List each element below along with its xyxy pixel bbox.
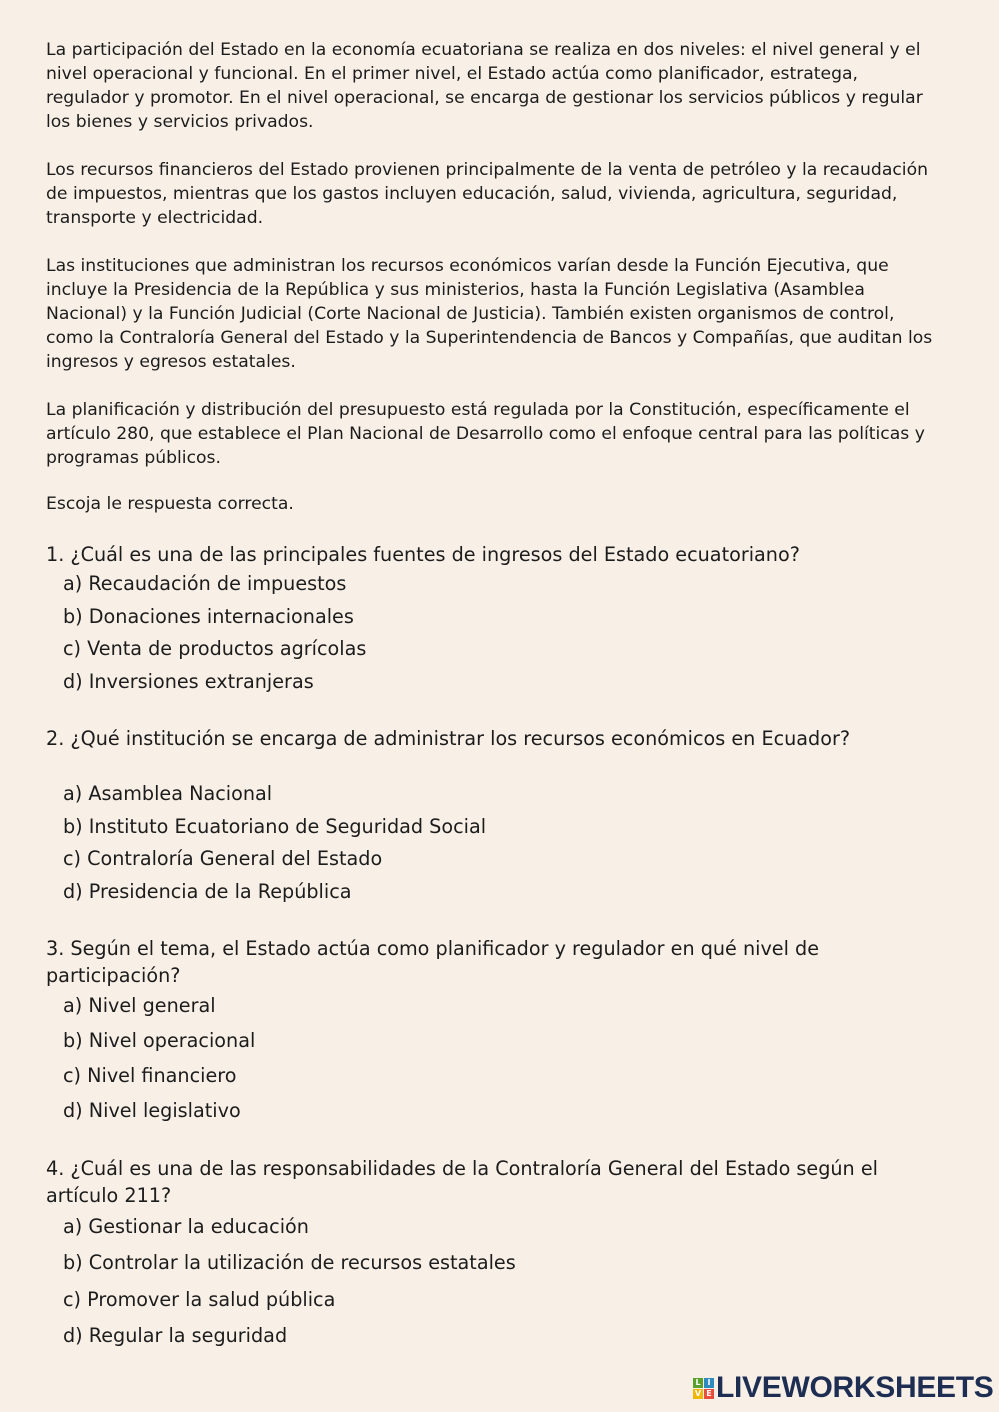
question-3-title: 3. Según el tema, el Estado actúa como planificador y regulador en qué nivel de participación? [46, 937, 820, 987]
question-2-option-c[interactable]: c) Contraloría General del Estado [63, 847, 383, 870]
question-1-option-b[interactable]: b) Donaciones internacionales [63, 605, 354, 628]
question-3-option-b[interactable]: b) Nivel operacional [63, 1029, 256, 1052]
question-1-option-d[interactable]: d) Inversiones extranjeras [63, 670, 314, 693]
question-4-option-d[interactable]: d) Regular la seguridad [63, 1324, 288, 1347]
intro-paragraph-3: Las instituciones que administran los recursos económicos varían desde la Función Ejecutiva, que incluye la Presidencia de la República y sus ministerios, hasta la Función Legislativa (Asamblea Nacional) y la Función Judicial (Corte Nacional de Justicia). También existen organismos de control, como la Contraloría General del Estado y la Superintendencia de Bancos y Compañías, que auditan los ingresos y egresos estatales. [46, 256, 933, 372]
question-1-option-c[interactable]: c) Venta de productos agrícolas [63, 637, 367, 660]
logo-text: LIVEWORKSHEETS [716, 1371, 994, 1404]
intro-paragraph-4: La planificación y distribución del presupuesto está regulada por la Constitución, específicamente el artículo 280, que establece el Plan Nacional de Desarrollo como el enfoque central para las políticas y programas públicos. [46, 400, 925, 468]
question-4-option-b[interactable]: b) Controlar la utilización de recursos estatales [63, 1251, 516, 1274]
intro-paragraph-2: Los recursos financieros del Estado provienen principalmente de la venta de petróleo y la recaudación de impuestos, mientras que los gastos incluyen educación, salud, vivienda, agricultura, seguridad, transporte y electricidad. [46, 160, 928, 228]
question-3-option-a[interactable]: a) Nivel general [63, 994, 216, 1017]
question-2-title: 2. ¿Qué institución se encarga de administrar los recursos económicos en Ecuador? [46, 727, 851, 750]
instruction-text: Escoja le respuesta correcta. [46, 494, 294, 514]
logo-letter-e: E [704, 1389, 714, 1399]
liveworksheets-logo [693, 1372, 994, 1404]
question-4-option-a[interactable]: a) Gestionar la educación [63, 1215, 309, 1238]
logo-letter-v: V [694, 1388, 702, 1398]
question-4-option-c[interactable]: c) Promover la salud pública [63, 1288, 336, 1311]
question-3-option-c[interactable]: c) Nivel financiero [63, 1064, 237, 1087]
question-2-option-d[interactable]: d) Presidencia de la República [63, 880, 352, 903]
question-2-option-b[interactable]: b) Instituto Ecuatoriano de Seguridad Social [63, 815, 487, 838]
logo-letter-i: I [704, 1378, 714, 1388]
question-4-title: 4. ¿Cuál es una de las responsabilidades de la Contraloría General del Estado según el artículo 211? [46, 1157, 878, 1207]
logo-mark-icon [693, 1378, 714, 1399]
question-3-option-d[interactable]: d) Nivel legislativo [63, 1099, 241, 1122]
logo-letter-l: L [693, 1378, 703, 1388]
question-1-title: 1. ¿Cuál es una de las principales fuentes de ingresos del Estado ecuatoriano? [46, 543, 800, 566]
intro-paragraph-1: La participación del Estado en la economía ecuatoriana se realiza en dos niveles: el nivel general y el nivel operacional y funcional. En el primer nivel, el Estado actúa como planificador, estratega, regulador y promotor. En el nivel operacional, se encarga de gestionar los servicios públicos y regular los bienes y servicios privados. [46, 40, 923, 132]
question-2-option-a[interactable]: a) Asamblea Nacional [63, 782, 273, 805]
question-1-option-a[interactable]: a) Recaudación de impuestos [63, 572, 347, 595]
